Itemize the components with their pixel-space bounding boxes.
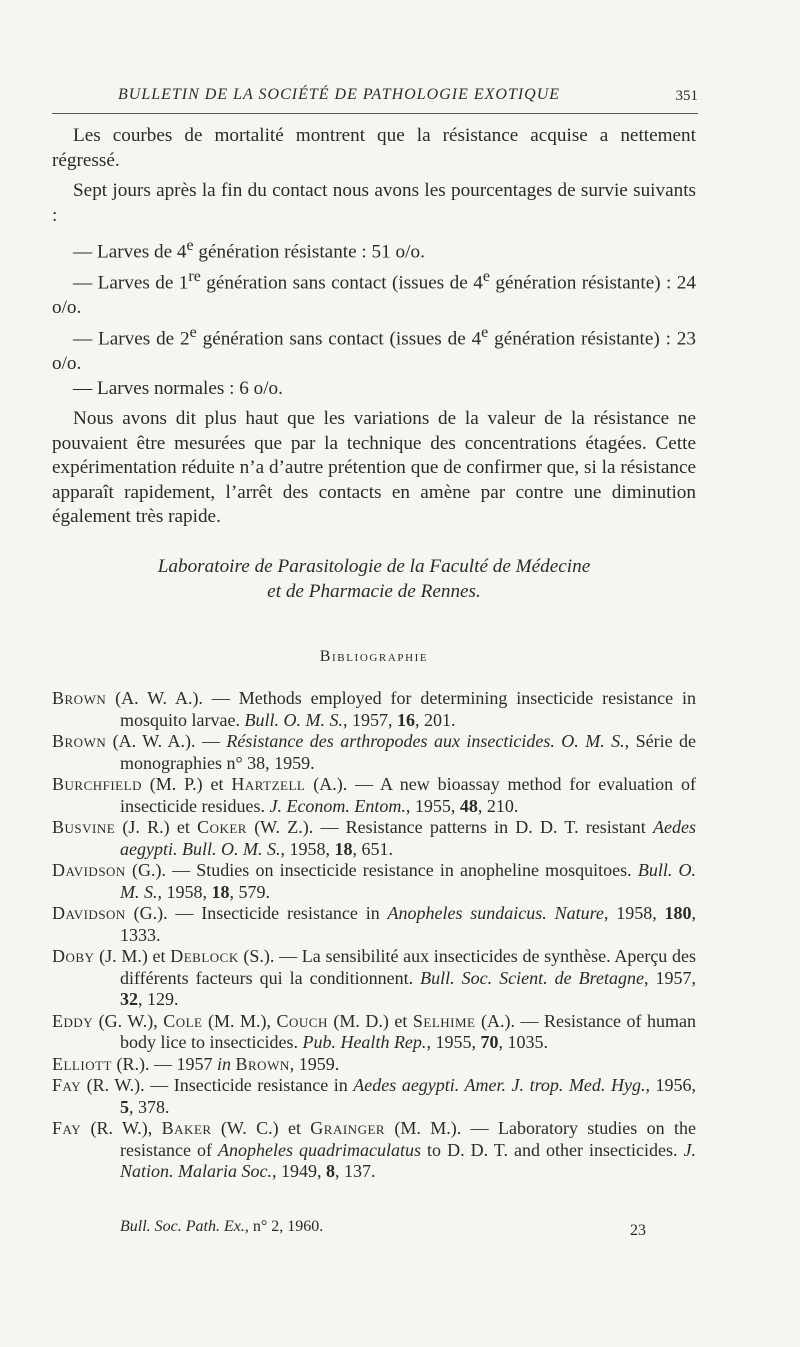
list-item-2: — Larves de 1re génération sans contact (issues de 4e génération résistante) : 24 o/o. <box>52 268 696 319</box>
reference-item: Fay (R. W.). — Insecticide resistance in Aedes aegypti. Amer. J. trop. Med. Hyg., 1956, 5, 378. <box>52 1075 696 1117</box>
footer-journal: Bull. Soc. Path. Ex., n° 2, 1960. <box>120 1218 324 1235</box>
reference-item: Busvine (J. R.) et Coker (W. Z.). — Resistance patterns in D. D. T. resistant Aedes aegypti. Bull. O. M. S., 1958, 18, 651. <box>52 817 696 859</box>
header-rule <box>52 113 698 114</box>
affiliation <box>52 554 696 604</box>
main-text <box>52 124 696 530</box>
page-number: 351 <box>675 88 698 104</box>
reference-item: Eddy (G. W.), Cole (M. M.), Couch (M. D.) et Selhime (A.). — Resistance of human body lice to insecticides. Pub. Health Rep., 1955, 70, 1035. <box>52 1010 697 1052</box>
affiliation-line-1: Laboratoire de Parasitologie de la Faculté de Médecine <box>157 556 591 577</box>
reference-list <box>52 688 696 1183</box>
paragraph-1: Les courbes de mortalité montrent que la résistance acquise a nettement régressé. <box>52 125 696 171</box>
reference-item: Brown (A. W. A.). — Résistance des arthropodes aux insecticides. O. M. S., Série de monographies n° 38, 1959. <box>52 731 696 773</box>
reference-item: Burchfield (M. P.) et Hartzell (A.). — A new bioassay method for evaluation of insecticide residues. J. Econom. Entom., 1955, 48, 210. <box>52 774 697 816</box>
reference-item: Davidson (G.). — Insecticide resistance in Anopheles sundaicus. Nature, 1958, 180, 1333. <box>52 903 697 945</box>
paragraph-3: Nous avons dit plus haut que les variations de la valeur de la résistance ne pouvaient être mesurées que par la technique des concentrations étagées. Cette expérimentation réduite n’a d’autre prétention que de confirmer que, si la résistance apparaît rapidement, l’arrêt des contacts en amène par contre une diminution également très rapide. <box>52 408 696 528</box>
list-item-4: — Larves normales : 6 o/o. <box>73 377 283 399</box>
affiliation-line-2: et de Pharmacie de Rennes. <box>267 581 481 602</box>
reference-item: Elliott (R.). — 1957 in Brown, 1959. <box>52 1053 340 1074</box>
reference-item: Brown (A. W. A.). — Methods employed for determining insecticide resistance in mosquito larvae. Bull. O. M. S., 1957, 16, 201. <box>52 688 696 730</box>
reference-item: Davidson (G.). — Studies on insecticide resistance in anopheline mosquitoes. Bull. O. M. S., 1958, 18, 579. <box>52 860 697 902</box>
list-item-1: — Larves de 4e génération résistante : 51 o/o. <box>73 237 425 263</box>
list-item-3: — Larves de 2e génération sans contact (issues de 4e génération résistante) : 23 o/o. <box>52 323 696 374</box>
reference-item: Doby (J. M.) et Deblock (S.). — La sensibilité aux insecticides de synthèse. Aperçu des différents facteurs qui la conditionnent. Bull. Soc. Scient. de Bretagne, 1957, 32, 129. <box>52 946 696 1009</box>
signature-mark: 23 <box>630 1222 646 1239</box>
bibliography-heading: Bibliographie <box>319 648 429 665</box>
running-header <box>52 86 698 108</box>
paragraph-2: Sept jours après la fin du contact nous avons les pourcentages de survie suivants : <box>52 180 696 226</box>
reference-item: Fay (R. W.), Baker (W. C.) et Grainger (M. M.). — Laboratory studies on the resistance of Anopheles quadrimaculatus to D. D. T. and other insecticides. J. Nation. Malaria Soc., 1949, 8, 137. <box>52 1118 697 1181</box>
running-title: BULLETIN DE LA SOCIÉTÉ DE PATHOLOGIE EXOTIQUE <box>118 86 561 103</box>
